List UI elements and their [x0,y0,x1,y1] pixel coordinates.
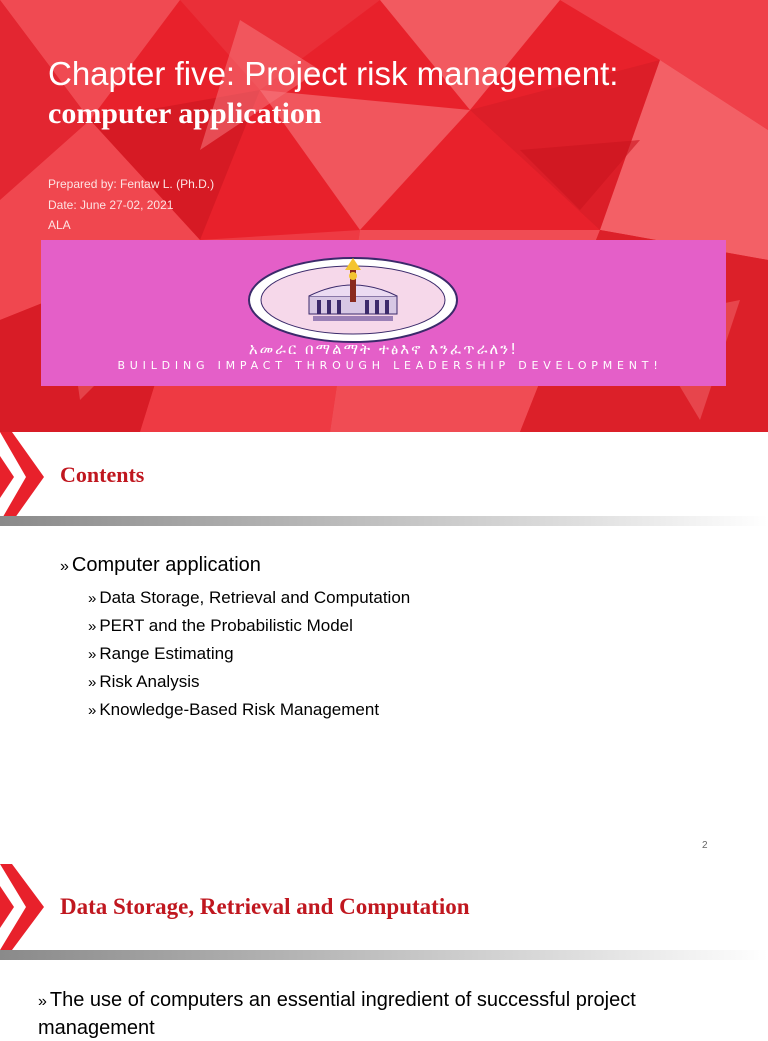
prepared-by-text: Prepared by: Fentaw L. (Ph.D.) [48,177,215,191]
body-bullet-text: The use of computers an essential ingredient of successful project management [38,989,636,1039]
slide-title: Chapter five: Project risk management: [48,55,619,92]
sub-list-item [88,668,410,696]
english-motto: BUILDING IMPACT THROUGH LEADERSHIP DEVELOPMENT! [117,359,663,372]
list-item [60,552,410,724]
sub-list-item-label: Knowledge-Based Risk Management [99,700,380,719]
list-item-label: Computer application [71,554,261,576]
sub-list-item [88,584,410,612]
sub-list-item-label: Data Storage, Retrieval and Computation [99,588,411,607]
body-bullet [38,987,738,1041]
title-slide [0,0,768,432]
contents-list [60,552,410,724]
slide-subtitle: computer application [48,97,322,130]
slide-heading: Contents [60,462,145,487]
sub-list [88,584,410,724]
data-storage-slide [0,864,768,1039]
sub-list-item [88,696,410,724]
sub-list-item-label: Risk Analysis [99,672,200,691]
sub-list-item [88,640,410,668]
slide-heading: Data Storage, Retrieval and Computation [60,894,470,919]
contents-slide [0,432,768,864]
bullet-marker: » [88,702,97,719]
page-number: 2 [702,840,708,851]
bullet-marker: » [60,558,69,575]
date-text: Date: June 27-02, 2021 [48,198,174,212]
organization-text: ALA [48,218,71,232]
bullet-marker: » [38,993,47,1010]
academy-banner [41,240,726,386]
bullet-marker: » [88,674,97,691]
bullet-marker: » [88,618,97,635]
bullet-marker: » [88,646,97,663]
sub-list-item-label: Range Estimating [99,644,234,663]
gray-gradient-divider [0,950,768,960]
academy-emblem-logo [247,256,459,344]
sub-list-item [88,612,410,640]
gray-gradient-divider [0,516,768,526]
bullet-marker: » [88,590,97,607]
amharic-motto: አመራር በማልማት ተፅእኖ እንፈጥራለን! [248,340,519,358]
red-chevron-icon [0,864,56,950]
sub-list-item-label: PERT and the Probabilistic Model [99,616,353,635]
red-chevron-icon [0,432,56,522]
